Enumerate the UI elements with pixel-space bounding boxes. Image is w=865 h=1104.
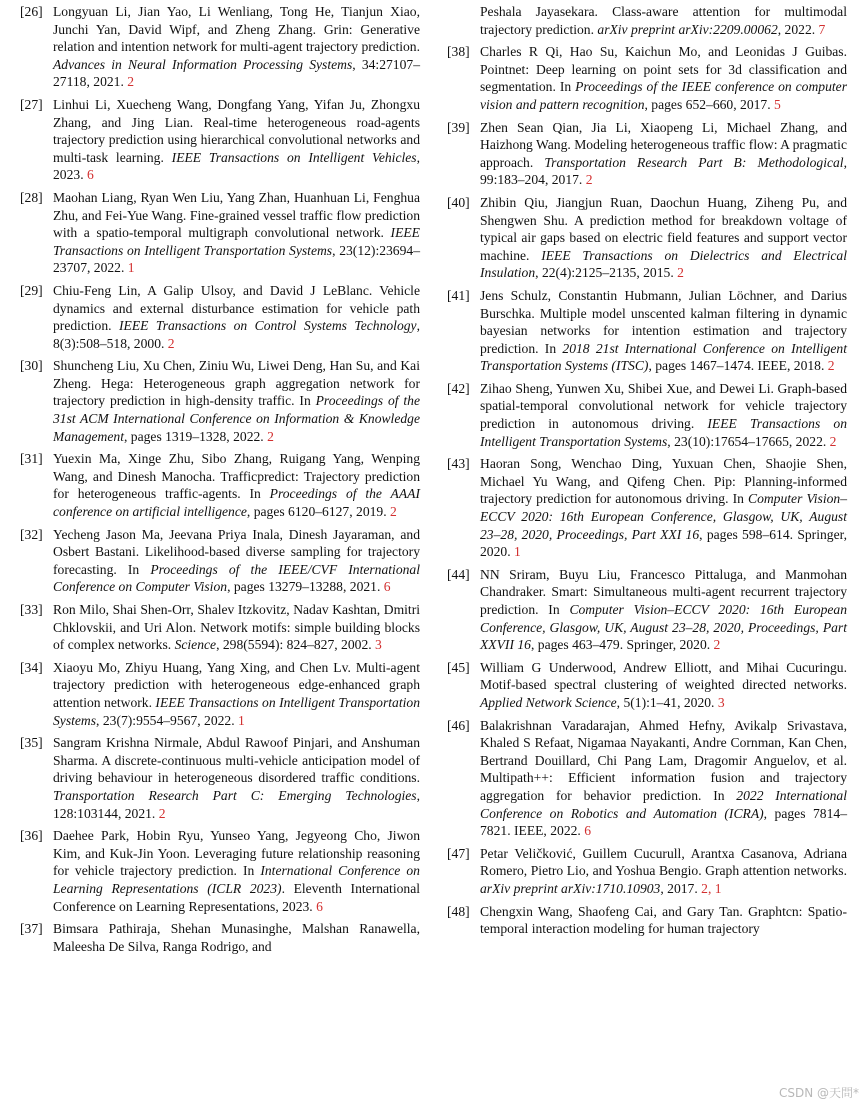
reference-venue: Computer Vision–ECCV 2020: 16th European Conference, Glasgow, UK, August 23–28, 2020, Proceedings, Part XXI 16	[480, 491, 847, 542]
reference-entry	[447, 455, 847, 561]
reference-details: , pages 463–479. Springer, 2020.	[530, 637, 714, 653]
reference-details: , pages 13279–13288, 2021.	[227, 579, 384, 595]
reference-text: Ron Milo, Shai Shen-Orr, Shalev Itzkovitz, Nadav Kashtan, Dmitri Chklovskii, and Uri Alon. Network motifs: simple building blocks of complex networks.	[53, 602, 420, 653]
reference-number: [45]	[447, 659, 470, 675]
reference-text: Daehee Park, Hobin Ryu, Yunseo Yang, Jegyeong Cho, Jiwon Kim, and Kuk-Jin Yoon. Leveraging future relationship reasoning for vehicle trajectory prediction. In	[53, 828, 420, 879]
reference-number: [39]	[447, 119, 470, 135]
backlink[interactable]: 3	[375, 637, 382, 653]
reference-entry	[20, 357, 420, 445]
reference-venue: International Conference on Learning Representations (ICLR 2023)	[53, 863, 420, 896]
reference-venue: Applied Network Science	[480, 694, 617, 710]
reference-continuation	[447, 3, 847, 38]
reference-venue: IEEE Transactions on Dielectrics and Electrical Insulation	[480, 247, 847, 281]
reference-venue: arXiv preprint arXiv:2209.00062	[597, 21, 778, 37]
reference-number: [40]	[447, 194, 470, 210]
reference-venue: arXiv preprint arXiv:1710.10903	[480, 880, 661, 896]
reference-venue: IEEE Transactions on Intelligent Vehicles	[171, 149, 417, 165]
reference-entry	[20, 827, 420, 915]
reference-entry	[447, 717, 847, 840]
reference-text: Maohan Liang, Ryan Wen Liu, Yang Zhan, Huanhuan Li, Fenghua Zhu, and Fei-Yue Wang. Fine-grained vessel traffic flow prediction with a spatio-temporal multigraph convolutional network.	[53, 189, 420, 241]
reference-venue: Proceedings of the IEEE conference on computer vision and pattern recognition	[480, 79, 847, 112]
reference-number: [26]	[20, 4, 43, 19]
reference-number: [29]	[20, 282, 43, 298]
reference-text: Chiu-Feng Lin, A Galip Ulsoy, and David J LeBlanc. Vehicle dynamics and external disturbance estimation for vehicle path prediction.	[53, 282, 420, 334]
backlink[interactable]: 5	[774, 96, 781, 112]
reference-entry	[20, 282, 420, 352]
backlink[interactable]: 1	[238, 712, 245, 728]
backlink[interactable]: 2	[167, 335, 175, 351]
reference-text: Peshala Jayasekara. Class-aware attention for multimodal trajectory prediction.	[480, 4, 847, 37]
reference-number: [46]	[447, 717, 470, 733]
reference-entry	[20, 3, 420, 91]
reference-text: Sangram Krishna Nirmale, Abdul Rawoof Pinjari, and Anshuman Sharma. A discrete-continuous multi-vehicle anticipation model of driving behaviour in heterogeneous disordered traffic conditions.	[53, 735, 420, 786]
reference-text: Haoran Song, Wenchao Ding, Yuxuan Chen, Shaojie Shen, Michael Yu Wang, and Qifeng Chen. Pip: Planning-informed trajectory prediction for autonomous driving. In	[480, 456, 847, 507]
reference-entry	[447, 43, 847, 113]
reference-number: [47]	[447, 845, 470, 861]
backlink[interactable]: 7	[818, 21, 826, 37]
backlink[interactable]: 2	[267, 428, 274, 444]
reference-text: Zhibin Qiu, Jiangjun Ruan, Daochun Huang, Ziheng Pu, and Shengwen Shu. A prediction method for breakdown voltage of typical air gaps based on electric field features and support vector machine.	[480, 194, 847, 263]
backlink[interactable]: 6	[584, 823, 592, 839]
reference-details: , pages 1467–1474. IEEE, 2018.	[648, 358, 828, 374]
reference-details: , 2022.	[777, 21, 819, 37]
reference-number: [28]	[20, 189, 43, 205]
reference-venue: Transportation Research Part B: Methodological	[544, 154, 844, 170]
reference-text: NN Sriram, Buyu Liu, Francesco Pittaluga, and Manmohan Chandraker. Smart: Simultaneous multi-agent recurrent trajectory prediction. In	[480, 566, 847, 617]
reference-text: Balakrishnan Varadarajan, Ahmed Hefny, Avikalp Srivastava, Khaled S Refaat, Nigamaa Nayakanti, Andre Cornman, Kan Chen, Bertrand Douillard, Chi Pang Lam, Dragomir Anguelov, et al. Multipath++: Efficient information fusion and trajectory aggregation for behavior prediction. In	[480, 717, 847, 803]
reference-entry	[20, 601, 420, 654]
reference-venue: Proceedings of the 31st ACM International Conference on Information & Knowledge Management	[53, 393, 420, 444]
reference-entry	[447, 194, 847, 282]
reference-entry	[447, 119, 847, 189]
reference-details: , 99:183–204, 2017.	[480, 154, 847, 188]
reference-details: , pages 1319–1328, 2022.	[123, 428, 268, 444]
reference-venue: Computer Vision–ECCV 2020: 16th European Conference, Glasgow, UK, August 23–28, 2020, Proceedings, Part XXVII 16	[480, 602, 848, 653]
backlink[interactable]: 1	[513, 544, 521, 560]
reference-venue: Transportation Research Part C: Emerging Technologies	[53, 787, 417, 803]
reference-entry	[447, 659, 847, 712]
reference-number: [43]	[447, 456, 470, 472]
reference-venue: IEEE Transactions on Intelligent Transportation Systems	[53, 694, 420, 728]
reference-details: , 8(3):508–518, 2000.	[53, 318, 420, 351]
reference-entry	[447, 903, 847, 938]
reference-entry	[20, 450, 420, 520]
reference-text: Charles R Qi, Hao Su, Kaichun Mo, and Leonidas J Guibas. Pointnet: Deep learning on point sets for 3d classification and segmentation. In	[480, 44, 847, 95]
backlink[interactable]: 2	[829, 433, 837, 449]
reference-entry	[447, 380, 847, 450]
backlink[interactable]: 3	[717, 694, 725, 710]
reference-number: [30]	[20, 358, 43, 374]
reference-number: [42]	[447, 380, 470, 396]
reference-entry	[20, 659, 420, 729]
reference-number: [44]	[447, 566, 470, 582]
reference-venue: IEEE Transactions on Control Systems Technology	[118, 318, 417, 334]
reference-number: [33]	[20, 602, 43, 617]
reference-entry	[20, 96, 420, 184]
watermark: CSDN @天問*	[778, 1086, 859, 1100]
reference-details: , 23(10):17654–17665, 2022.	[667, 433, 830, 449]
reference-details: , 2023.	[53, 149, 420, 183]
reference-number: [31]	[20, 451, 43, 467]
reference-entry	[447, 566, 847, 654]
backlink[interactable]: 6	[383, 579, 391, 595]
backlink[interactable]: 2	[677, 265, 684, 281]
reference-text: Zhen Sean Qian, Jia Li, Xiaopeng Li, Michael Zhang, and Haizhong Wang. Modeling heterogeneous traffic flow: A pragmatic approach.	[480, 119, 847, 170]
reference-number: [27]	[20, 96, 43, 112]
reference-details: , pages 652–660, 2017.	[644, 96, 775, 112]
reference-details: , 23(12):23694–23707, 2022.	[53, 242, 420, 276]
reference-entry	[447, 845, 847, 898]
backlink[interactable]: 2, 1	[701, 880, 722, 896]
reference-text: Bimsara Pathiraja, Shehan Munasinghe, Malshan Ranawella, Maleesha De Silva, Ranga Rodrigo, and	[53, 921, 420, 954]
reference-venue: Proceedings of the AAAI conference on artificial intelligence	[53, 486, 420, 520]
reference-number: [37]	[20, 921, 43, 937]
reference-venue: 2022 International Conference on Robotics and Automation (ICRA)	[480, 787, 847, 821]
reference-entry	[20, 189, 420, 277]
reference-details: , 2017.	[660, 880, 702, 896]
reference-text: Shuncheng Liu, Xu Chen, Ziniu Wu, Liwei Deng, Han Su, and Kai Zheng. Hega: Heterogeneous graph aggregation network for trajectory prediction in high-density traffic. In	[53, 358, 420, 409]
backlink[interactable]: 2	[390, 504, 397, 520]
reference-text: William G Underwood, Andrew Elliott, and Mihai Cucuringu. Motif-based spectral clustering of weighted directed networks.	[480, 659, 847, 693]
reference-venue: Science	[174, 637, 217, 653]
reference-venue: 2018 21st International Conference on Intelligent Transportation Systems (ITSC)	[480, 340, 847, 374]
backlink[interactable]: 6	[316, 898, 323, 914]
reference-number: [41]	[447, 287, 470, 303]
backlink[interactable]: 1	[127, 260, 135, 276]
reference-text: Jens Schulz, Constantin Hubmann, Julian Löchner, and Darius Burschka. Multiple model unscented kalman filtering in dynamic bayesian networks for intention estimation and trajectory prediction. In	[480, 287, 847, 356]
reference-details: . Eleventh International Conference on Learning Representations, 2023.	[53, 880, 421, 914]
references-left-column	[20, 3, 420, 960]
reference-text: Yecheng Jason Ma, Jeevana Priya Inala, Dinesh Jayaraman, and Osbert Bastani. Likelihood-based diverse sampling for trajectory forecasting. In	[53, 526, 420, 577]
reference-text: Chengxin Wang, Shaofeng Cai, and Gary Tan. Graphtcn: Spatio-temporal interaction modeling for human trajectory	[480, 903, 847, 937]
backlink[interactable]: 2	[713, 637, 721, 653]
backlink[interactable]: 2	[158, 805, 166, 821]
backlink[interactable]: 6	[86, 167, 94, 183]
reference-text: Longyuan Li, Jian Yao, Li Wenliang, Tong He, Tianjun Xiao, Junchi Yan, David Wipf, and Zheng Zhang. Grin: Generative relation and intention network for multi-agent trajectory prediction.	[53, 4, 420, 55]
reference-details: , 128:103144, 2021.	[53, 787, 420, 821]
reference-entry	[20, 526, 420, 596]
reference-entry	[20, 734, 420, 822]
reference-number: [38]	[447, 44, 470, 60]
reference-venue: IEEE Transactions on Intelligent Transportation Systems	[53, 225, 420, 258]
reference-venue: IEEE Transactions on Intelligent Transportation Systems	[480, 416, 847, 449]
reference-details: , pages 598–614. Springer, 2020.	[480, 526, 847, 560]
reference-venue: Proceedings of the IEEE/CVF International Conference on Computer Vision	[53, 561, 420, 595]
reference-venue: Advances in Neural Information Processing Systems	[53, 56, 353, 72]
reference-number: [35]	[20, 735, 43, 751]
reference-number: [34]	[20, 659, 43, 675]
reference-details: , 34:27107–27118, 2021.	[53, 56, 420, 90]
reference-text: Petar Veličković, Guillem Cucurull, Arantxa Casanova, Adriana Romero, Pietro Lio, and Yoshua Bengio. Graph attention networks.	[480, 845, 847, 879]
references-right-column	[447, 3, 847, 943]
reference-details: , 5(1):1–41, 2020.	[616, 694, 718, 710]
reference-text: Yuexin Ma, Xinge Zhu, Sibo Zhang, Ruigang Yang, Wenping Wang, and Dinesh Manocha. Trafficpredict: Trajectory prediction for heterogeneous traffic-agents. In	[53, 451, 420, 502]
reference-details: , pages 6120–6127, 2019.	[246, 504, 391, 520]
reference-text: Zihao Sheng, Yunwen Xu, Shibei Xue, and Dewei Li. Graph-based spatial-temporal convolutional network for vehicle trajectory prediction in autonomous driving.	[480, 380, 847, 432]
backlink[interactable]: 2	[127, 74, 135, 90]
reference-number: [36]	[20, 828, 43, 844]
reference-details: , 298(5594): 824–827, 2002.	[216, 637, 376, 653]
reference-entry	[447, 287, 847, 375]
reference-entry	[20, 920, 420, 955]
reference-number: [48]	[447, 903, 470, 919]
reference-text: Xiaoyu Mo, Zhiyu Huang, Yang Xing, and Chen Lv. Multi-agent trajectory prediction with heterogeneous edge-enhanced graph attention network.	[53, 659, 420, 710]
reference-number: [32]	[20, 526, 43, 542]
reference-details: , 22(4):2125–2135, 2015.	[535, 265, 678, 281]
reference-text: Linhui Li, Xuecheng Wang, Dongfang Yang, Yifan Ju, Zhongxu Zhang, and Jing Lian. Real-time heterogeneous road-agents trajectory prediction using hierarchical convolutional networks and multi-task learning.	[53, 96, 420, 165]
backlink[interactable]: 2	[827, 358, 835, 374]
reference-details: , 23(7):9554–9567, 2022.	[96, 712, 239, 728]
reference-details: , pages 7814–7821. IEEE, 2022.	[480, 805, 847, 839]
backlink[interactable]: 2	[585, 172, 593, 188]
